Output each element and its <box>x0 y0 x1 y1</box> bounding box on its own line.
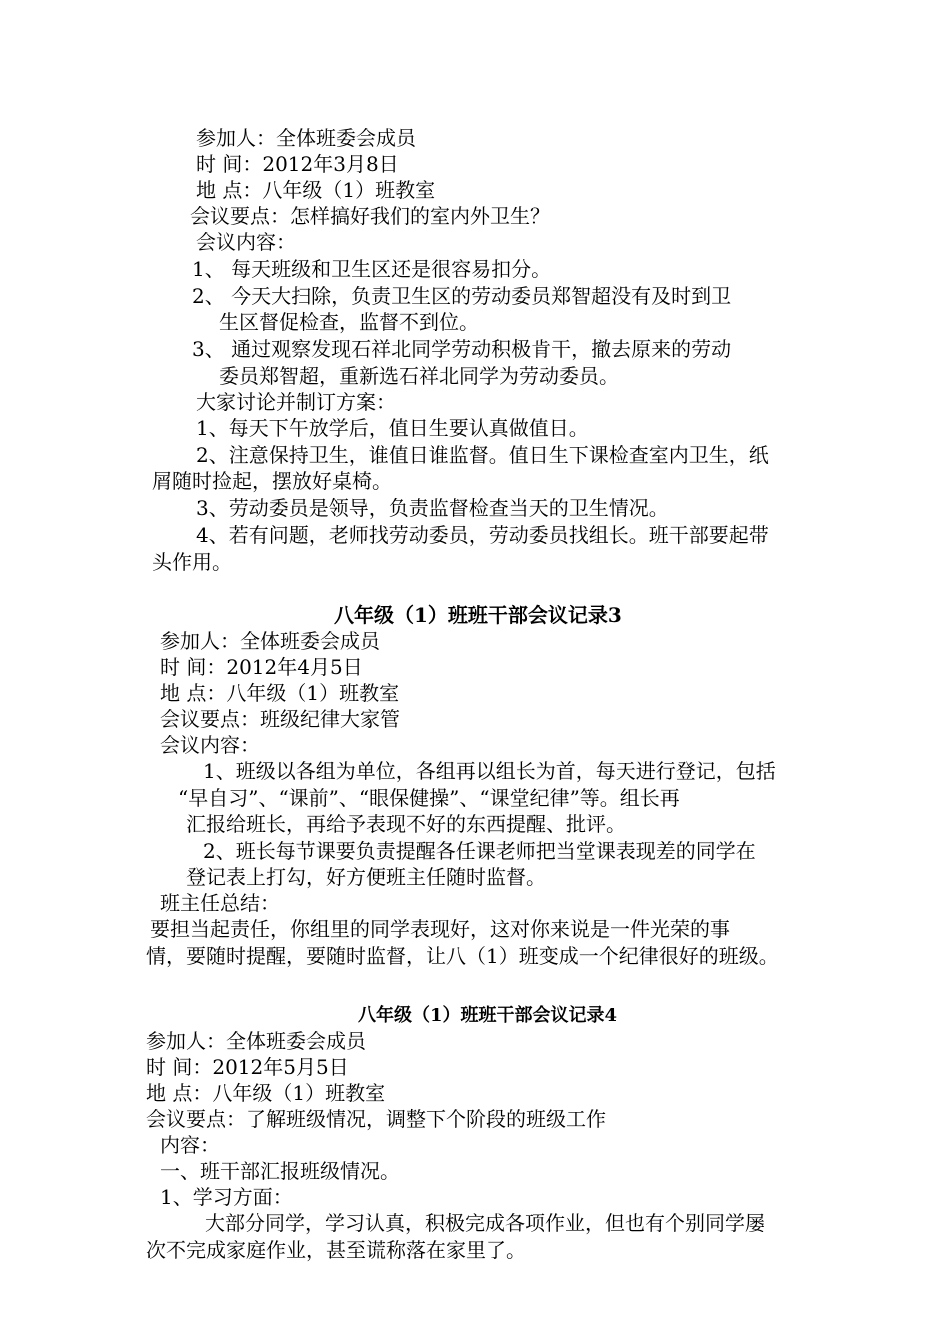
time-line: 时 间：2012年5月5日 <box>146 1055 349 1079</box>
summary-label: 班主任总结： <box>160 891 280 915</box>
summary-text: 情，要随时提醒，要随时监督，让八（1）班变成一个纪律很好的班级。 <box>146 944 779 968</box>
sub-heading: 1、学习方面： <box>160 1185 293 1209</box>
content-item: 2、班长每节课要负责提醒各任课老师把当堂课表现差的同学在 <box>203 839 756 863</box>
plan-item: 4、若有问题，老师找劳动委员，劳动委员找组长。班干部要起带 <box>196 523 769 547</box>
content-item: 2、 今天大扫除，负责卫生区的劳动委员郑智超没有及时到卫 <box>192 284 732 308</box>
study-text: 次不完成家庭作业，甚至谎称落在家里了。 <box>146 1238 526 1262</box>
discussion-label: 大家讨论并制订方案： <box>196 390 396 414</box>
plan-item: 1、每天下午放学后，值日生要认真做值日。 <box>196 416 589 440</box>
attendees-line: 参加人：全体班委会成员 <box>160 629 380 653</box>
plan-item: 2、注意保持卫生，谁值日谁监督。值日生下课检查室内卫生，纸 <box>196 443 769 467</box>
time-line: 时 间：2012年4月5日 <box>160 655 363 679</box>
content-item-continued: “早自习”、“课前”、“眼保健操”、“课堂纪律”等。组长再 <box>178 786 680 810</box>
content-item-continued: 汇报给班长，再给予表现不好的东西提醒、批评。 <box>186 812 626 836</box>
plan-item-continued: 屑随时捡起，摆放好桌椅。 <box>152 469 392 493</box>
study-text: 大部分同学，学习认真，积极完成各项作业，但也有个别同学屡 <box>205 1211 765 1235</box>
record-title: 八年级（1）班班干部会议记录4 <box>358 1005 618 1026</box>
content-item-continued: 生区督促检查，监督不到位。 <box>219 310 479 334</box>
part-heading: 一、班干部汇报班级情况。 <box>160 1159 400 1183</box>
content-item-continued: 登记表上打勾，好方便班主任随时监督。 <box>186 865 546 889</box>
content-label: 会议内容： <box>196 230 296 254</box>
content-item: 3、 通过观察发现石祥北同学劳动积极肯干，撤去原来的劳动 <box>192 337 732 361</box>
agenda-line: 会议要点：班级纪律大家管 <box>160 707 400 731</box>
agenda-line: 会议要点：怎样搞好我们的室内外卫生？ <box>190 204 550 228</box>
content-label: 会议内容： <box>160 733 260 757</box>
content-label: 内容： <box>160 1133 220 1157</box>
agenda-line: 会议要点：了解班级情况，调整下个阶段的班级工作 <box>146 1107 606 1131</box>
record-title: 八年级（1）班班干部会议记录3 <box>334 603 622 627</box>
summary-text: 要担当起责任，你组里的同学表现好，这对你来说是一件光荣的事 <box>150 917 730 941</box>
content-item-continued: 委员郑智超，重新选石祥北同学为劳动委员。 <box>219 364 619 388</box>
place-line: 地 点：八年级（1）班教室 <box>196 178 436 202</box>
content-item: 1、班级以各组为单位，各组再以组长为首，每天进行登记，包括 <box>203 759 776 783</box>
content-item: 1、 每天班级和卫生区还是很容易扣分。 <box>192 257 552 281</box>
place-line: 地 点：八年级（1）班教室 <box>146 1081 386 1105</box>
attendees-line: 参加人：全体班委会成员 <box>196 126 416 150</box>
attendees-line: 参加人：全体班委会成员 <box>146 1029 366 1053</box>
plan-item-continued: 头作用。 <box>152 550 232 574</box>
time-line: 时 间：2012年3月8日 <box>196 152 399 176</box>
plan-item: 3、劳动委员是领导，负责监督检查当天的卫生情况。 <box>196 496 669 520</box>
place-line: 地 点：八年级（1）班教室 <box>160 681 400 705</box>
